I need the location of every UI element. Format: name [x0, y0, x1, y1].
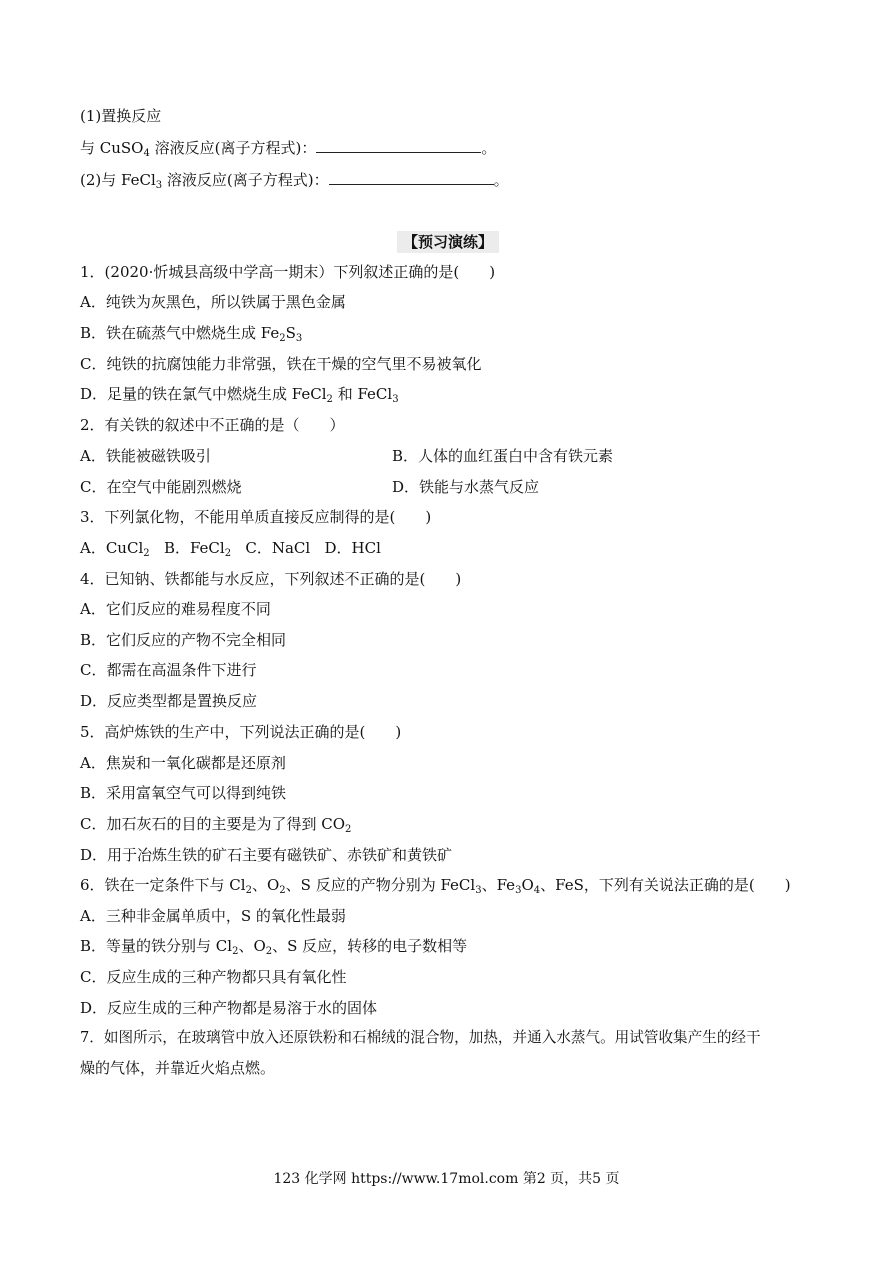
- answer-blank[interactable]: [316, 138, 481, 153]
- q6-option-c: C．反应生成的三种产物都只具有氧化性: [80, 968, 347, 986]
- q5-option-d: D．用于冶炼生铁的矿石主要有磁铁矿、赤铁矿和黄铁矿: [80, 846, 453, 864]
- q4-option-c: C．都需在高温条件下进行: [80, 661, 257, 679]
- q4-option-d: D．反应类型都是置换反应: [80, 692, 258, 710]
- question-4-stem: 4．已知钠、铁都能与水反应，下列叙述不正确的是( ): [80, 570, 462, 588]
- q1-option-c: C．纯铁的抗腐蚀能力非常强，铁在干燥的空气里不易被氧化: [80, 355, 482, 373]
- q5-option-c: C．加石灰石的目的主要是为了得到 $CO_2$: [80, 815, 352, 835]
- q4-option-a: A．它们反应的难易程度不同: [80, 600, 271, 618]
- question-7-line-2: 燥的气体，并靠近火焰点燃。: [80, 1059, 276, 1077]
- q2-option-a: A．铁能被磁铁吸引: [80, 447, 211, 465]
- question-1-stem: 1．(2020·忻城县高级中学高一期末）下列叙述正确的是( ): [80, 263, 496, 281]
- q2-option-b: B．人体的血红蛋白中含有铁元素: [392, 447, 614, 465]
- intro-cuso4-line: 与 CuSO$_4$ 溶液反应(离子方程式)： 。: [80, 139, 497, 159]
- answer-blank[interactable]: [329, 170, 494, 185]
- q3-option-c: C．NaCl: [245, 539, 311, 557]
- q1-option-a: A．纯铁为灰黑色，所以铁属于黑色金属: [80, 293, 346, 311]
- section-title: 【预习演练】: [397, 231, 499, 253]
- question-7-line-1: 7．如图所示，在玻璃管中放入还原铁粉和石棉绒的混合物，加热，并通入水蒸气。用试管收集产生的经干: [80, 1029, 761, 1046]
- q6-option-a: A．三种非金属单质中，S 的氧化性最弱: [80, 907, 346, 925]
- question-5-stem: 5．高炉炼铁的生产中，下列说法正确的是( ): [80, 723, 402, 741]
- question-6-stem: 6．铁在一定条件下与 $Cl_2$、$O_2$、S 反应的产物分别为 FeCl$_3$、$Fe_3O_4$、FeS，下列有关说法正确的是( ): [80, 876, 791, 896]
- intro-item-1: (1)置换反应: [80, 107, 162, 125]
- intro-item-2: (2)与 FeCl$_3$ 溶液反应(离子方程式)： 。: [80, 171, 509, 191]
- q5-option-b: B．采用富氧空气可以得到纯铁: [80, 784, 287, 802]
- q6-option-b: B．等量的铁分别与 $Cl_2$、$O_2$、S 反应，转移的电子数相等: [80, 937, 468, 957]
- question-2-stem: 2．有关铁的叙述中不正确的是（ ）: [80, 416, 345, 434]
- q1-option-b: B．铁在硫蒸气中燃烧生成 $Fe_2S_3$: [80, 324, 303, 344]
- q3-option-b: B．FeCl$_2$: [163, 539, 232, 559]
- q3-option-a: A．CuCl$_2$: [80, 539, 150, 559]
- question-3-stem: 3．下列氯化物，不能用单质直接反应制得的是( ): [80, 508, 432, 526]
- q5-option-a: A．焦炭和一氧化碳都是还原剂: [80, 754, 286, 772]
- q3-option-d: D．HCl: [324, 539, 381, 557]
- q2-option-d: D．铁能与水蒸气反应: [392, 478, 540, 496]
- q2-option-c: C．在空气中能剧烈燃烧: [80, 478, 242, 496]
- q6-option-d: D．反应生成的三种产物都是易溶于水的固体: [80, 999, 378, 1017]
- page-footer: 123 化学网 https://www.17mol.com 第2 页，共5 页: [273, 1171, 620, 1187]
- q3-options: [80, 538, 381, 558]
- q1-option-d: D．足量的铁在氯气中燃烧生成 FeCl$_2$ 和 FeCl$_3$: [80, 385, 399, 405]
- q4-option-b: B．它们反应的产物不完全相同: [80, 631, 287, 649]
